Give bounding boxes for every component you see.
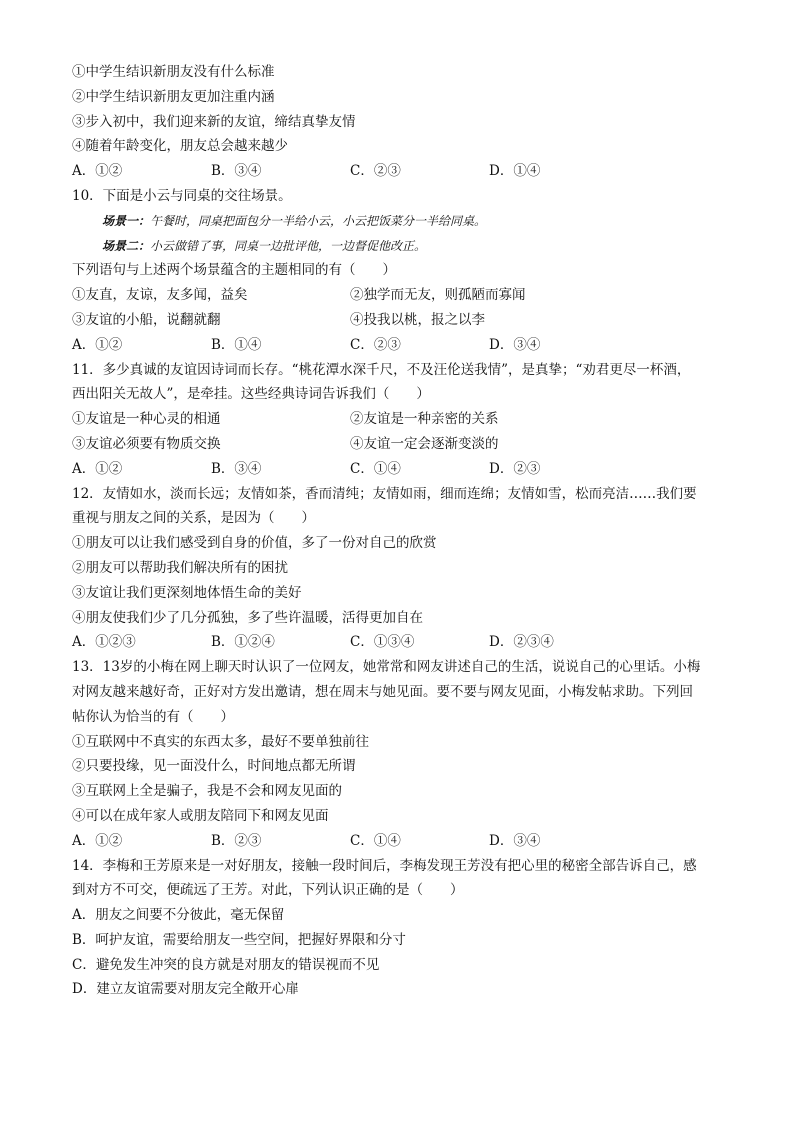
q10-scene-2 [72,234,722,259]
q13-options [72,829,722,854]
q10-option-d[interactable]: D．③④ [489,336,541,353]
q14-option-d[interactable]: D．建立友谊需要对朋友完全敞开心扉 [72,981,299,998]
question-12 [72,482,722,656]
q14-option-b[interactable]: B．呵护友谊，需要给朋友一些空间，把握好界限和分寸 [72,931,406,948]
q9-item-1: ①中学生结识新朋友没有什么标准 [72,64,275,80]
q10-scene-1-label: 场景一： [102,213,151,228]
question-11 [72,358,722,482]
q12-stem-line-1: 12．友情如水，淡而长远；友情如茶，香而清纯；友情如雨，细而连绵；友情如雪，松而亮洁……我们要 [72,485,697,502]
q9-option-c[interactable]: C．②③ [350,163,401,180]
q13-item-2: ②只要投缘，见一面没什么，时间地点都无所谓 [72,758,356,775]
question-13 [72,655,722,853]
q14-stem-line-2: 到对方不可交，便疏远了王芳。对此，下列认识正确的是（ ） [72,882,464,899]
q10-stem: 10．下面是小云与同桌的交往场景。 [72,187,292,204]
q10-item-3: ③友谊的小船，说翻就翻 [72,311,221,328]
q10-item-4: ④投我以桃，报之以李 [350,311,485,328]
q13-item-4: ④可以在成年家人或朋友陪同下和网友见面 [72,807,329,824]
q10-question: 下列语句与上述两个场景蕴含的主题相同的有（ ） [72,262,396,279]
q9-item-4: ④随着年龄变化，朋友总会越来越少 [72,138,288,155]
exam-page [72,60,722,1002]
q13-item-3: ③互联网上全是骗子，我是不会和网友见面的 [72,783,342,800]
q9-option-d[interactable]: D．①④ [489,163,541,180]
q10-option-c[interactable]: C．②③ [350,336,401,353]
q10-items-row-1 [72,283,722,308]
question-10 [72,184,722,358]
q14-option-c[interactable]: C．避免发生冲突的良方就是对朋友的错误视而不见 [72,956,380,973]
q10-scene-2-text: 小云做错了事，同桌一边批评他，一边督促他改正。 [150,238,427,253]
q13-option-d[interactable]: D．③④ [489,832,541,849]
q12-stem-line-2: 重视与朋友之间的关系，是因为（ ） [72,510,315,527]
q11-item-1: ①友谊是一种心灵的相通 [72,411,221,428]
q10-options [72,333,722,358]
q10-scene-1 [72,209,722,234]
q12-option-c[interactable]: C．①③④ [350,634,415,651]
q9-options [72,159,722,184]
q10-scene-1-text: 午餐时，同桌把面包分一半给小云，小云把饭菜分一半给同桌。 [150,213,487,228]
q10-items-row-2 [72,308,722,333]
q13-stem-line-1: 13．13岁的小梅在网上聊天时认识了一位网友，她常常和网友讲述自己的生活，说说自己的心里话。小梅 [72,659,701,676]
q10-scene-2-label: 场景二： [102,238,151,253]
q12-option-a[interactable]: A．①②③ [72,634,136,651]
q11-items-row-1 [72,407,722,432]
q13-item-1: ①互联网中不真实的东西太多，最好不要单独前往 [72,733,369,750]
q11-option-c[interactable]: C．①④ [350,460,401,477]
q13-stem-line-2: 对网友越来越好奇，正好对方发出邀请，想在周末与她见面。要不要与网友见面，小梅发帖求助。下列回 [72,683,693,700]
q12-item-4: ④朋友使我们少了几分孤独，多了些许温暖，活得更加自在 [72,609,423,626]
q9-item-3: ③步入初中，我们迎来新的友谊，缔结真挚友情 [72,113,356,130]
q11-options [72,457,722,482]
q11-stem-line-1: 11．多少真诚的友谊因诗词而长存。“桃花潭水深千尺，不及汪伦送我情”，是真挚；“劝君更尽一杯酒， [72,361,691,378]
q11-option-b[interactable]: B．③④ [211,460,262,477]
q11-item-3: ③友谊必须要有物质交换 [72,435,221,452]
question-14 [72,854,722,1003]
q11-stem-line-2: 西出阳关无故人”，是牵挂。这些经典诗词告诉我们（ ） [72,386,430,403]
q14-stem-line-1: 14．李梅和王芳原来是一对好朋友，接触一段时间后，李梅发现王芳没有把心里的秘密全部告诉自己，感 [72,857,697,874]
q12-item-2: ②朋友可以帮助我们解决所有的困扰 [72,559,288,576]
q11-items-row-2 [72,432,722,457]
q12-option-b[interactable]: B．①②④ [211,634,275,651]
q11-option-d[interactable]: D．②③ [489,460,541,477]
q12-item-1: ①朋友可以让我们感受到自身的价值，多了一份对自己的欣赏 [72,535,437,552]
q11-item-4: ④友谊一定会逐渐变淡的 [350,435,499,452]
q11-option-a[interactable]: A．①② [72,460,123,477]
q9-item-2: ②中学生结识新朋友更加注重内涵 [72,88,275,105]
q13-option-c[interactable]: C．①④ [350,832,401,849]
q13-stem-line-3: 帖你认为恰当的有（ ） [72,708,234,725]
q13-option-a[interactable]: A．①② [72,832,123,849]
q10-option-b[interactable]: B．①④ [211,336,262,353]
q11-item-2: ②友谊是一种亲密的关系 [350,411,499,428]
q12-options [72,630,722,655]
q14-option-a[interactable]: A．朋友之间要不分彼此，毫无保留 [72,907,285,924]
q13-option-b[interactable]: B．②③ [211,832,262,849]
q10-item-2: ②独学而无友，则孤陋而寡闻 [350,287,526,304]
q9-option-b[interactable]: B．③④ [211,163,262,180]
q12-item-3: ③友谊让我们更深刻地体悟生命的美好 [72,584,302,601]
q10-item-1: ①友直，友谅，友多闻，益矣 [72,287,248,304]
q10-option-a[interactable]: A．①② [72,336,123,353]
question-9 [72,60,722,184]
q9-option-a[interactable]: A．①② [72,163,123,180]
q12-option-d[interactable]: D．②③④ [489,634,554,651]
